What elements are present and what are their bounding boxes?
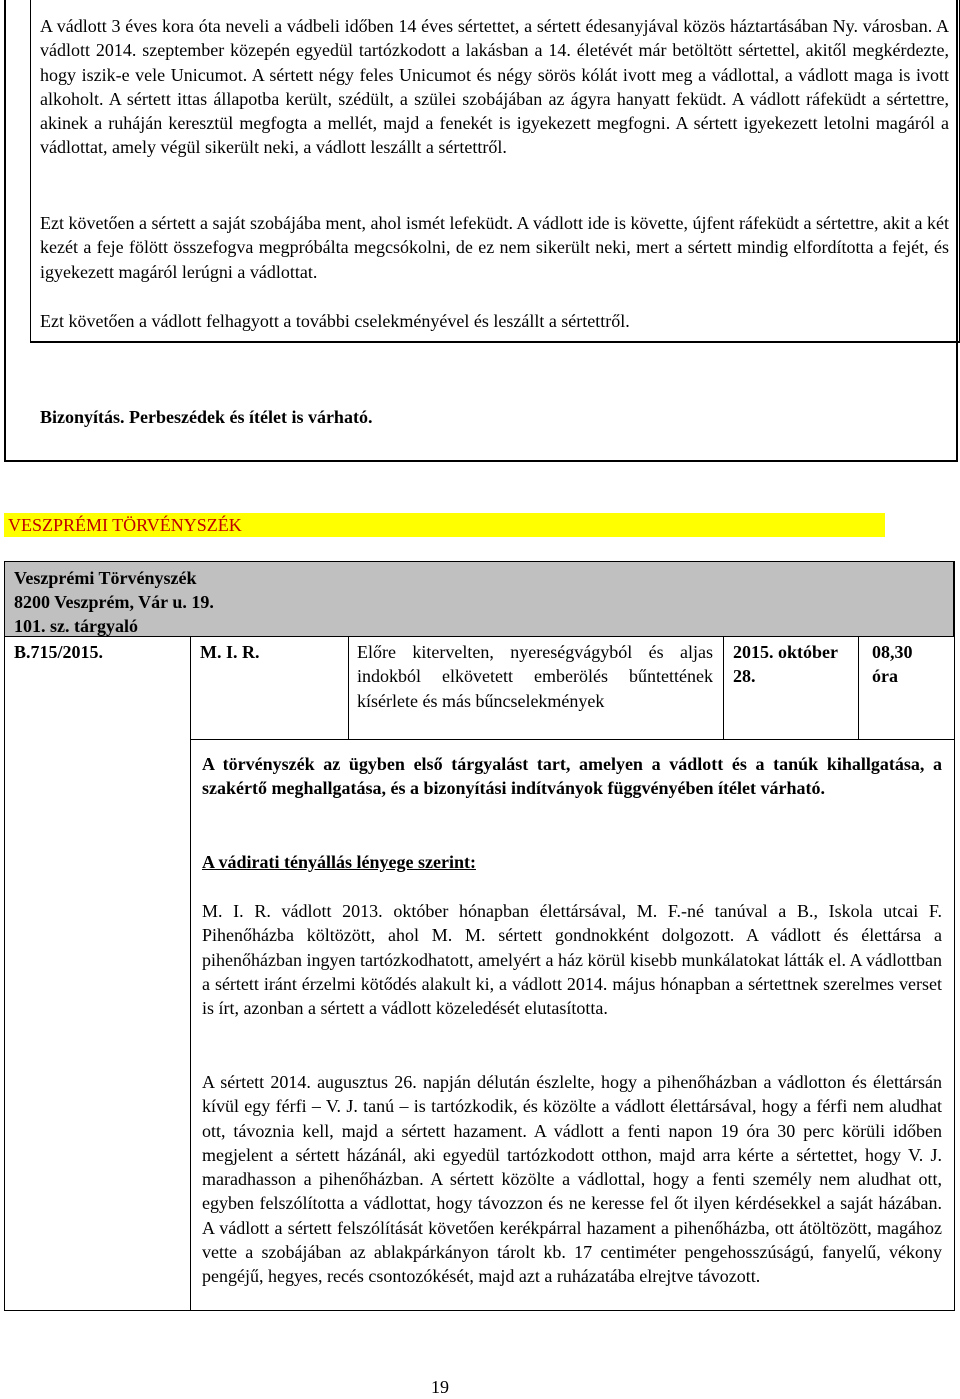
defendant-initials: M. I. R. <box>200 642 260 662</box>
column-divider <box>858 637 859 739</box>
summary-paragraph-1: M. I. R. vádlott 2013. október hónapban élettársával, M. F.-né tanúval a B., Iskola utcai F. Pihenőházba költözött, ahol M. M. sértett gondnokként dolgozott. A vádlott és élettársa a pihenőházban ingyen tartózkodhatott, amelyért a ház körül kisebb munkálatokat látták el. A vádlottban a sértett iránt érzelmi kötődés alakult ki, a vádlott 2014. május hónapban a sértettnek szerelmes verset is írt, azonban a sértett a vádlott közeledését elutasította. <box>202 901 942 1019</box>
hearing-time: 08,30 óra <box>872 642 913 687</box>
column-divider <box>723 637 724 739</box>
court-name: Veszprémi Törvényszék <box>14 568 197 588</box>
case-number: B.715/2015. <box>14 642 104 662</box>
court-heading <box>4 513 885 537</box>
court-address: 8200 Veszprém, Vár u. 19. <box>14 592 214 612</box>
evidence-note: Bizonyítás. Perbeszédek és ítélet is várható. <box>40 407 373 427</box>
court-heading-text: VESZPRÉMI TÖRVÉNYSZÉK <box>8 515 242 535</box>
summary-paragraph-2: A sértett 2014. augusztus 26. napján délután észlelte, hogy a pihenőházban a vádlotton és élettársán kívül egy férfi – V. J. tanú – is tartózkodik, és közölte a vádlott élettársával, hogy a férfi nem aludhat ott, távoznia kell, majd a sértett hazament. A vádlott a fenti napon 19 óra 30 perc körüli időben megjelent a sértett házánál, aki egyedül tartózkodott otthon, majd arra kérte a sértettet, hogy V. J. maradhasson a pihenőházban. A sértett közölte a vádlottal, hogy a fenti személy nem aludhat ott, egyben felszólította a vádlottat, hogy távozzon és ne keresse fel őt ilyen kérdésekkel a saját házában. A vádlott a sértett felszólítását követően kerékpárral hazament a pihenőházba, ott átöltözött, magához vette a szobájában az ablakpárkányon tárolt kb. 17 centiméter pengehosszúságú, fanyelű, vékony pengéjű, hegyes, recés csontozókését, majd azt a ruházatába elrejtve távozott. <box>202 1072 942 1287</box>
facts-paragraph-1: A vádlott 3 éves kora óta neveli a vádbeli időben 14 éves sértettet, a sértett édesanyjával közös háztartásában Ny. városban. A vádlott 2014. szeptember közepén egyedül tartózkodott a lakásban a 14. életévét már betöltött sértettel, akitől megkérdezte, hogy iszik-e vele Unicumot. A sértett négy feles Unicumot és négy sörös kólát ivott meg a vádlottal, a vádlott maga is ivott alkoholt. A sértett ittas állapotba került, szédült, a szülei szobájában az ágyra hanyatt feküdt. A vádlott ráfeküdt a sértettre, akinek a ruháján keresztül megfogta a mellét, majd a fenekét is igyekezett megfogni. A sértett igyekezett letolni magáról a vádlottat, amely végül sikerült neki, a vádlott leszállt a sértettről. <box>40 16 949 158</box>
row-divider <box>190 739 955 740</box>
hearing-info: A törvényszék az ügyben első tárgyalást tart, amelyen a vádlott és a tanúk kihallgatása, a szakértő meghallgatása, és a bizonyítási indítványok függvényében ítélet várható. <box>202 754 942 799</box>
hearing-date: 2015. október 28. <box>733 642 838 687</box>
facts-paragraph-2: Ezt követően a sértett a saját szobájába ment, ahol ismét lefeküdt. A vádlott ide is követte, újfent ráfeküdt a sértettre, akit a két kezét a feje fölött összefogva megpróbálta megcsókolni, de ez nem sikerült neki, mert a sértett mindig elfordította a fejét, és igyekezett magáról lerúgni a vádlottat. <box>40 213 949 282</box>
column-divider <box>348 637 349 739</box>
summary-heading: A vádirati tényállás lényege szerint: <box>202 852 476 872</box>
page-number: 19 <box>431 1377 449 1397</box>
charge-description: Előre kitervelten, nyereségvágyból és aljas indokból elkövetett emberölés bűntettének kísérlete és más bűncselekmények <box>357 642 713 711</box>
facts-paragraph-3: Ezt követően a vádlott felhagyott a további cselekményével és leszállt a sértettről. <box>40 311 630 331</box>
court-room: 101. sz. tárgyaló <box>14 616 138 636</box>
